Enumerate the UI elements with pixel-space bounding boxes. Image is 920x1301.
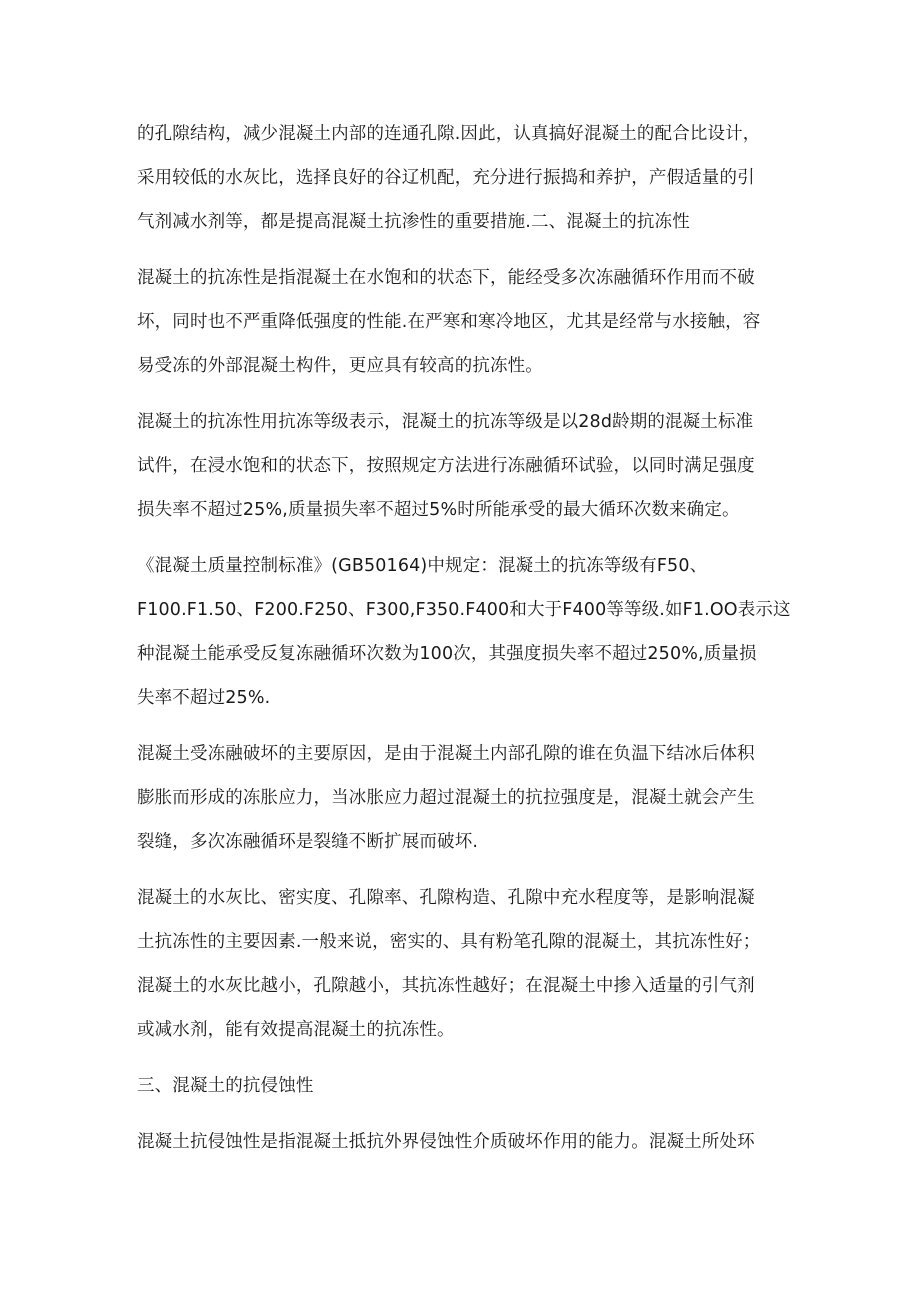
text-line: 混凝土抗侵蚀性是指混凝土抵抗外界侵蚀性介质破坏作用的能力。混凝土所处环 (137, 1132, 755, 1152)
text-line: 膨胀而形成的冻胀应力，当冰胀应力超过混凝土的抗拉强度是，混凝土就会产生 (137, 788, 755, 808)
text-line: 混凝土的抗冻性用抗冻等级表示，混凝土的抗冻等级是以28d龄期的混凝土标准 (137, 412, 754, 432)
text-line: 种混凝土能承受反复冻融循环次数为100次，其强度损失率不超过250%,质量损 (137, 644, 757, 664)
text-line: 《混凝土质量控制标准》(GB50164)中规定：混凝土的抗冻等级有F50、 (137, 556, 708, 576)
section-heading: 三、混凝土的抗侵蚀性 (137, 1076, 314, 1096)
text-line: 试件，在浸水饱和的状态下，按照规定方法进行冻融循环试验，以同时满足强度 (137, 456, 755, 476)
text-line: F100.F1.50、F200.F250、F300,F350.F400和大于F400等等级.如F1.OO表示这 (137, 600, 791, 620)
body-text (137, 112, 797, 1164)
text-line: 裂缝，多次冻融循环是裂缝不断扩展而破坏. (137, 832, 479, 852)
text-line: 易受冻的外部混凝土构件，更应具有较高的抗冻性。 (137, 356, 543, 376)
text-line: 混凝土受冻融破坏的主要原因，是由于混凝土内部孔隙的谁在负温下结冰后体积 (137, 744, 755, 764)
text-line: 采用较低的水灰比，选择良好的谷辽机配，充分进行振捣和养护，产假适量的引 (137, 168, 755, 188)
text-line: 失率不超过25%. (137, 688, 271, 708)
text-line: 混凝土的水灰比越小，孔隙越小，其抗冻性越好；在混凝土中掺入适量的引气剂 (137, 976, 755, 996)
text-line: 气剂减水剂等，都是提高混凝土抗渗性的重要措施.二、混凝土的抗冻性 (137, 212, 690, 232)
text-line: 坏，同时也不严重降低强度的性能.在严寒和寒冷地区，尤其是经常与水接触，容 (137, 312, 761, 332)
text-line: 混凝土的水灰比、密实度、孔隙率、孔隙构造、孔隙中充水程度等，是影响混凝 (137, 888, 755, 908)
text-line: 混凝土的抗冻性是指混凝土在水饱和的状态下，能经受多次冻融循环作用而不破 (137, 268, 755, 288)
text-line: 的孔隙结构，减少混凝土内部的连通孔隙.因此，认真搞好混凝土的配合比设计， (137, 124, 761, 144)
text-line: 或减水剂，能有效提高混凝土的抗冻性。 (137, 1020, 455, 1040)
text-line: 土抗冻性的主要因素.一般来说，密实的、具有粉笔孔隙的混凝土，其抗冻性好； (137, 932, 761, 952)
text-line: 损失率不超过25%,质量损失率不超过5%时所能承受的最大循环次数来确定。 (137, 500, 740, 520)
